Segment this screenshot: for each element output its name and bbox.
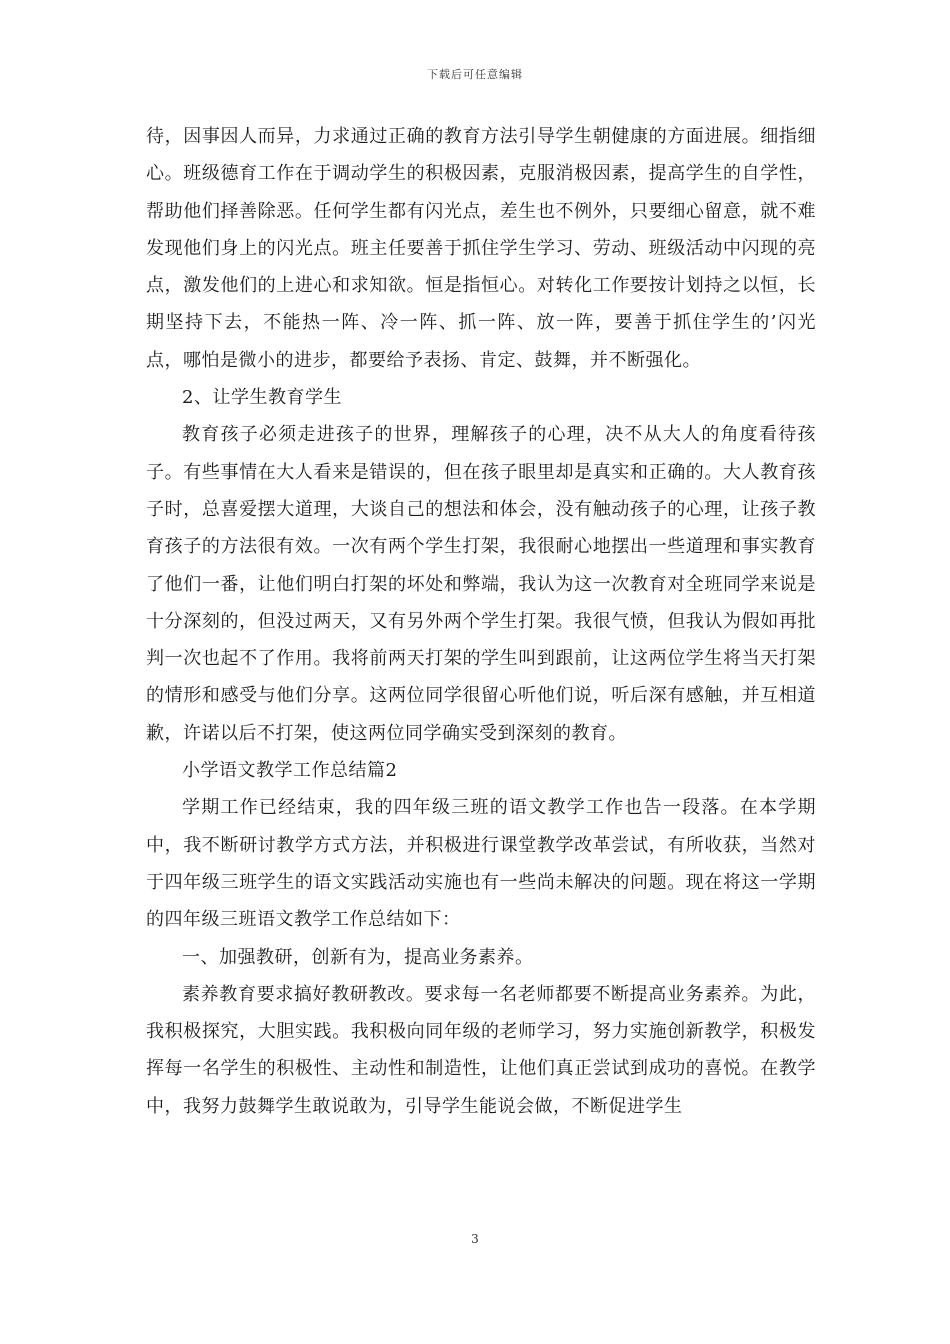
page-number: 3	[471, 1232, 479, 1246]
section-heading-2: 2、让学生教育学生	[182, 387, 342, 409]
paragraph-continued: 待，因事因人而异，力求通过正确的教育方法引导学生朝健康的方面进展。细指细心。班级德育工作在于调动学生的积极因素，克服消极因素，提高学生的自学性，帮助他们择善除恶。任何学生都有闪光点，差生也不例外，只要细心留意，就不难发现他们身上的闪光点。班主任要善于抓住学生学习、劳动、班级活动中闪现的亮点，激发他们的上进心和求知欲。恒是指恒心。对转化工作要按计划持之以恒，长期坚持下去，不能热一阵、冷一阵、抓一阵、放一阵，要善于抓住学生的’闪光点，哪怕是微小的进步，都要给予表扬、肯定、鼓舞，并不断强化。	[146, 126, 816, 371]
paragraph: 学期工作已经结束，我的四年级三班的语文教学工作也告一段落。在本学期中，我不断研讨教学方式方法，并积极进行课堂教学改革尝试，有所收获，当然对于四年级三班学生的语文实践活动实施也有一些尚未解决的问题。现在将这一学期的四年级三班语文教学工作总结如下：	[146, 797, 816, 931]
paragraph: 教育孩子必须走进孩子的世界，理解孩子的心理，决不从大人的角度看待孩子。有些事情在大人看来是错误的，但在孩子眼里却是真实和正确的。大人教育孩子时，总喜爱摆大道理，大谈自己的想法和体会，没有触动孩子的心理，让孩子教育孩子的方法很有效。一次有两个学生打架，我很耐心地摆出一些道理和事实教育了他们一番，让他们明白打架的坏处和弊端，我认为这一次教育对全班同学来说是十分深刻的，但没过两天，又有另外两个学生打架。我很气愤，但我认为假如再批判一次也起不了作用。我将前两天打架的学生叫到跟前，让这两位学生将当天打架的情形和感受与他们分享。这两位同学很留心听他们说，听后深有感触，并互相道歉，许诺以后不打架，使这两位同学确实受到深刻的教育。	[146, 424, 816, 744]
section-heading-1: 一、加强教研，创新有为，提高业务素养。	[182, 946, 534, 968]
page-header: 下载后可任意编辑	[427, 68, 523, 81]
article-title: 小学语文教学工作总结篇2	[182, 760, 398, 782]
paragraph: 素养教育要求搞好教研教改。要求每一名老师都要不断提高业务素养。为此，我积极探究，大胆实践。我积极向同年级的老师学习，努力实施创新教学，积极发挥每一名学生的积极性、主动性和制造性，让他们真正尝试到成功的喜悦。在教学中，我努力鼓舞学生敢说敢为，引导学生能说会做，不断促进学生	[146, 983, 816, 1117]
document-body	[146, 118, 816, 1125]
